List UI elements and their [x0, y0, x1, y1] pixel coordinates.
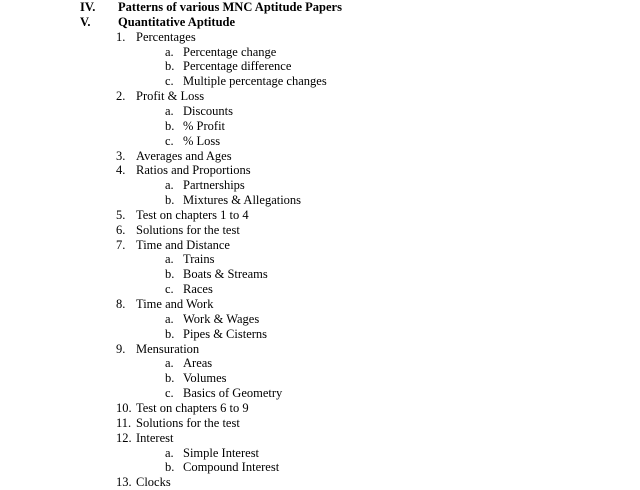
item-number: 4. — [116, 163, 126, 178]
section-numeral: IV. — [80, 0, 96, 14]
sub-item-letter: b. — [165, 118, 175, 133]
item-label: Test on chapters 1 to 4 — [136, 207, 249, 222]
item-label: Ratios and Proportions — [136, 163, 251, 178]
section-numeral: V. — [80, 14, 91, 29]
sub-item-letter: b. — [165, 326, 175, 341]
item-number: 8. — [116, 297, 126, 311]
section-title: Patterns of various MNC Aptitude Papers — [118, 0, 342, 14]
item-number: 6. — [116, 222, 126, 237]
sub-item-label: Volumes — [183, 371, 227, 386]
sub-item-letter: a. — [165, 178, 174, 193]
sub-item-letter: c. — [165, 386, 174, 401]
item-label: Percentages — [136, 29, 196, 44]
item-number: 3. — [116, 148, 126, 163]
item-label: Averages and Ages — [136, 148, 232, 163]
sub-item-label: Races — [183, 282, 213, 297]
item-number: 2. — [116, 89, 126, 104]
sub-item-label: Areas — [183, 356, 213, 371]
sub-item-label: Percentage change — [183, 44, 277, 59]
sub-item-letter: c. — [165, 282, 174, 297]
sub-item-label: Partnerships — [183, 178, 245, 193]
section-title: Quantitative Aptitude — [118, 14, 236, 29]
sub-item-letter: b. — [165, 371, 175, 386]
sub-item-letter: c. — [165, 133, 174, 148]
item-label: Test on chapters 6 to 9 — [136, 400, 249, 415]
sub-item-letter: b. — [165, 193, 175, 208]
sub-item-label: Boats & Streams — [183, 267, 268, 282]
sub-item-label: Discounts — [183, 103, 233, 118]
item-number: 5. — [116, 207, 126, 222]
sub-item-label: Pipes & Cisterns — [183, 326, 268, 341]
item-label: Clocks — [136, 475, 171, 490]
sub-item-letter: b. — [165, 267, 175, 282]
sub-item-letter: a. — [165, 103, 174, 118]
sub-item-letter: b. — [165, 59, 175, 74]
item-label: Solutions for the test — [136, 222, 240, 237]
item-number: 12. — [116, 430, 132, 445]
sub-item-label: Mixtures & Allegations — [183, 193, 302, 208]
item-number: 13. — [116, 475, 132, 490]
sub-item-letter: a. — [165, 252, 174, 267]
item-label: Interest — [136, 430, 174, 445]
item-number: 1. — [116, 29, 126, 44]
item-number: 10. — [116, 400, 132, 415]
item-label: Time and Distance — [136, 237, 230, 252]
item-number: 11. — [116, 415, 132, 430]
sub-item-letter: a. — [165, 311, 174, 326]
sub-item-label: Compound Interest — [183, 460, 280, 475]
sub-item-letter: a. — [165, 44, 174, 59]
sub-item-label: Work & Wages — [183, 311, 260, 326]
item-number: 9. — [116, 341, 126, 356]
item-label: Profit & Loss — [136, 89, 205, 104]
sub-item-label: Multiple percentage changes — [183, 74, 327, 89]
sub-item-letter: c. — [165, 74, 174, 89]
sub-item-label: Percentage difference — [183, 59, 292, 74]
sub-item-label: % Loss — [183, 133, 221, 148]
sub-item-letter: a. — [165, 356, 174, 371]
sub-item-letter: b. — [165, 460, 175, 475]
sub-item-label: Trains — [183, 252, 215, 267]
sub-item-label: Simple Interest — [183, 445, 260, 460]
sub-item-label: % Profit — [183, 118, 226, 133]
item-label: Mensuration — [136, 341, 200, 356]
item-number: 7. — [116, 237, 126, 252]
sub-item-letter: a. — [165, 445, 174, 460]
sub-item-label: Basics of Geometry — [183, 386, 283, 401]
item-label: Solutions for the test — [136, 415, 240, 430]
item-label: Time and Work — [136, 297, 214, 311]
